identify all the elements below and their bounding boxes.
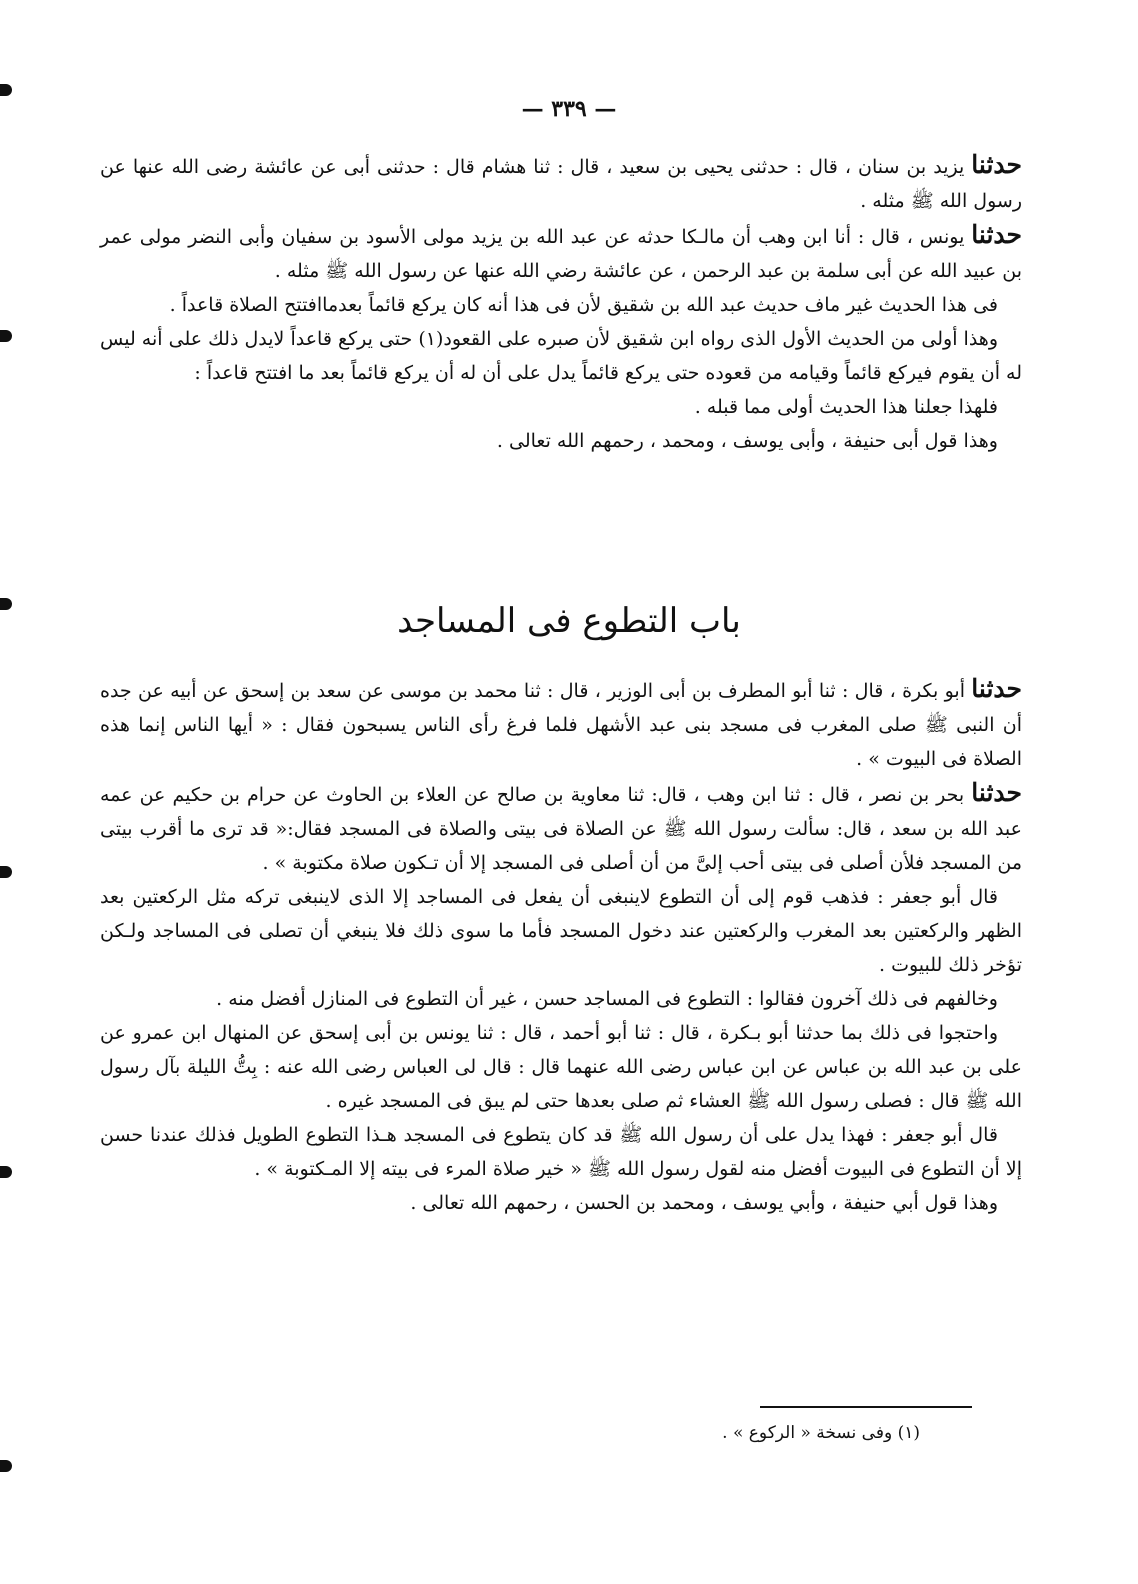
paragraph-text: وهذا قول أبي حنيفة ، وأبي يوسف ، ومحمد بن الحسن ، رحمهم الله تعالى .	[410, 1192, 998, 1214]
narration-lead: حدثنا	[971, 778, 1022, 807]
paragraph-text: وهذا قول أبى حنيفة ، وأبى يوسف ، ومحمد ، رحمهم الله تعالى .	[496, 430, 998, 452]
paragraph-text: يونس ، قال : أنا ابن وهب أن مالـكا حدثه عن عبد الله بن يزيد مولى الأسود بن سفيان وأبى النضر مولى عمر بن عبيد الله عن أبى سلمة بن عبد الرحمن ، عن عائشة رضي الله عنها عن رسول الله ﷺ مثله .	[100, 226, 1022, 282]
binding-mark	[0, 866, 12, 878]
binding-mark	[0, 1460, 12, 1472]
paragraph-text: فى هذا الحديث غير ماف حديث عبد الله بن شقيق لأن فى هذا أنه كان يركع قائماً بعدماافتتح الصلاة قاعداً .	[169, 294, 998, 316]
chapter-heading: باب التطوع فى المساجد	[397, 601, 741, 641]
paragraph-text: يزيد بن سنان ، قال : حدثنى يحيى بن سعيد ، قال : ثنا هشام قال : حدثنى أبى عن عائشة رضى الله عنها عن رسول الله ﷺ مثله .	[100, 156, 1022, 212]
paragraph-text: بحر بن نصر ، قال : ثنا ابن وهب ، قال: ثنا معاوية بن صالح عن العلاء بن الحاوث عن حرام بن حكيم عن عمه عبد الله بن سعد ، قال: سألت رسول الله ﷺ عن الصلاة فى بيتى والصلاة فى المسجد فقال:« قد ترى ما أقرب بيتى من المسجد فلأن أصلى فى بيتى أحب إلىَّ من أن أصلى فى المسجد إلا أن تـكون صلاة مكتوبة » .	[100, 784, 1022, 874]
footnote-separator	[760, 1406, 972, 1408]
binding-mark	[0, 84, 12, 96]
section-after-heading	[100, 672, 1022, 1220]
paragraph-text: أبو بكرة ، قال : ثنا أبو المطرف بن أبى الوزير ، قال : ثنا محمد بن موسى عن سعد بن إسحق عن أبيه عن جده أن النبى ﷺ صلى المغرب فى مسجد بنى عبد الأشهل فلما فرغ رأى الناس يسبحون فقال : « أيها الناس إنما هذه الصلاة فى البيوت » .	[100, 680, 1022, 770]
narration-lead: حدثنا	[971, 220, 1022, 249]
binding-mark	[0, 330, 12, 342]
narration-lead: حدثنا	[971, 674, 1022, 703]
page-number: — ٣٣٩ —	[521, 96, 617, 122]
binding-mark	[0, 598, 12, 610]
paragraph-text: قال أبو جعفر : فذهب قوم إلى أن التطوع لاينبغى أن يفعل فى المساجد إلا الذى لاينبغى تركه مثل الركعتين بعد الظهر والركعتين بعد المغرب والركعتين عند دخول المسجد فأما ما سوى ذلك فلا ينبغي أن تصلى فى المساجد ولـكن تؤخر ذلك للبيوت .	[100, 886, 1022, 976]
paragraph-hadith-yazid	[100, 148, 1022, 218]
paragraph-text: وهذا أولى من الحديث الأول الذى رواه ابن شقيق لأن صبره على القعود(١) حتى يركع قاعداً لايدل ذلك على أنه ليس له أن يقوم فيركع قائماً وقيامه من قعوده حتى يركع قائماً يدل على أن له أن يركع قائماً بعد ما افتتح قاعداً :	[100, 328, 1022, 384]
paragraph-text: واحتجوا فى ذلك بما حدثنا أبو بـكرة ، قال : ثنا أبو أحمد ، قال : ثنا يونس بن أبى إسحق عن المنهال ابن عمرو عن على بن عبد الله بن عباس عن ابن عباس رضى الله عنهما قال : قال لى العباس رضى الله عنه : بِتُّ الليلة بآل رسول الله ﷺ قال : فصلى رسول الله ﷺ العشاء ثم صلى بعدها حتى لم يبق فى المسجد غيره .	[100, 1022, 1022, 1112]
paragraph-hadith-bahr	[100, 776, 1022, 880]
paragraph-commentary	[100, 880, 1022, 982]
paragraph-commentary	[100, 288, 1022, 322]
footnote: (١) وفى نسخة « الركوع » .	[722, 1423, 920, 1443]
paragraph-commentary	[100, 1118, 1022, 1186]
binding-mark	[0, 1166, 12, 1178]
paragraph-text: وخالفهم فى ذلك آخرون فقالوا : التطوع فى المساجد حسن ، غير أن التطوع فى المنازل أفضل منه .	[216, 988, 998, 1010]
paragraph-text: قال أبو جعفر : فهذا يدل على أن رسول الله ﷺ قد كان يتطوع فى المسجد هـذا التطوع الطويل فذلك عندنا حسن إلا أن التطوع فى البيوت أفضل منه لقول رسول الله ﷺ « خير صلاة المرء فى بيته إلا المـكتوبة » .	[100, 1124, 1022, 1180]
paragraph-commentary	[100, 982, 1022, 1016]
paragraph-hadith-abu-bakra	[100, 672, 1022, 776]
section-before-heading	[100, 148, 1022, 458]
paragraph-conclusion	[100, 424, 1022, 458]
narration-lead: حدثنا	[971, 150, 1022, 179]
paragraph-commentary	[100, 390, 1022, 424]
paragraph-commentary	[100, 322, 1022, 390]
paragraph-commentary	[100, 1016, 1022, 1118]
paragraph-text: فلهذا جعلنا هذا الحديث أولى مما قبله .	[694, 396, 998, 418]
paragraph-hadith-yunus	[100, 218, 1022, 288]
paragraph-conclusion	[100, 1186, 1022, 1220]
